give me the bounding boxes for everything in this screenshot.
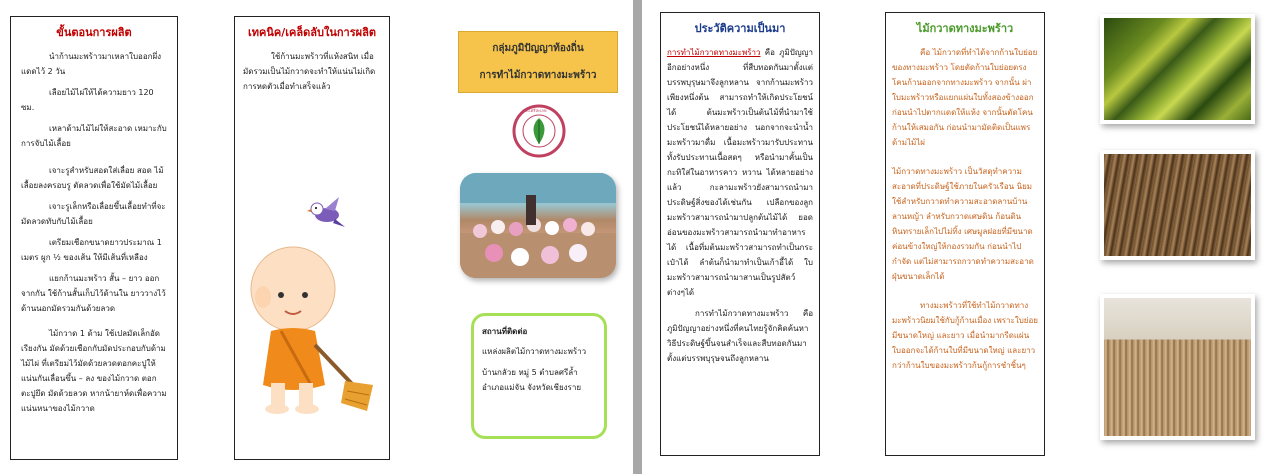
coconut-broom-title: ไม้กวาดทางมะพร้าว: [916, 22, 1014, 35]
panel-techniques: [234, 16, 390, 460]
coconut-broom-paragraph-3: ทางมะพร้าวที่ใช้ทำไม้กวาดทางมะพร้าวนิยมใช้กับกู้ก้านเมื่อง เพราะใบย่อยมีขนาดใหญ่ และยาว เมื่อนำมากรีดแผ่นใบออกจะได้ก้านใบที่มีขนาดใหญ่ และยาวกว่าก้านใบของมะพร้าวก้นกู้การชำชิ้นๆ: [892, 301, 1038, 370]
step-paragraph: เตรียมเชือกขนาดยาวประมาณ 1 เมตร ผูก ½ ของเส้น ให้มีเส้นที่เหลือง: [21, 238, 162, 262]
cover-title-line1: กลุ่มภูมิปัญญาท้องถิ่น: [492, 43, 584, 54]
photo-coconut-leaves: [1100, 14, 1255, 124]
history-text: [661, 37, 819, 366]
panel-coconut-broom: [885, 12, 1045, 456]
cover-title-line2: การทำไม้กวาดทางมะพร้าว: [479, 70, 597, 81]
panel-history: [660, 12, 820, 456]
step-paragraph: นำก้านมะพร้าวมาเหลาใบออกผึ่งแดดไว้ 2 วัน: [21, 52, 162, 76]
coconut-broom-text: [886, 37, 1044, 373]
monk-sweeping-illustration: [241, 235, 381, 421]
history-highlight: การทำไม้กวาดทางมะพร้าว: [667, 48, 761, 57]
step-paragraph: แยกก้านมะพร้าว สั้น – ยาว ออกจากกัน ใช้ก้านสั้นเก็บไว้ด้านใน ยาววางไว้ด้านนอกมัดรวมกันด้วยลวด: [21, 274, 166, 313]
production-steps-text: [11, 41, 177, 416]
panel-production-steps: [10, 16, 178, 460]
logo-text: สพป.ศรีสะเกษ: [522, 108, 547, 113]
cover-title-band: [458, 31, 618, 93]
contact-line1: แหล่งผลิตไม้กวาดทางมะพร้าว: [482, 347, 587, 356]
history-paragraph-rest: คือ ภูมิปัญญาอีกอย่างหนึ่ง ที่สืบทอดกันมาตั้งแต่บรรพบุรุษมาจึงลูกหลาน จากก้านมะพร้าวเพียงหนึ่งต้น สามารถทำให้เกิดประโยชน์ได้ ต้นมะพร้าวเป็นต้นไม้ที่นำมาใช้ประโยชน์ได้หลายอย่าง นอกจากจะนำน้ำมะพร้าวมาดื่ม เนื้อมะพร้าวมารับประทาน ทั้งรับประทานเนื้อสดๆ หรือนำมาคั้นเป็นกะทิใส่ในอาหารคาว หวาน ได้หลายอย่าง แล้ว กะลามะพร้าวยังสามารถนำมาประดิษฐ์สิ่งของได้เช่นกัน เปลือกของลูกมะพร้าวสามารถนำมาปลูกต้นไม้ได้ ยอดอ่อนของมะพร้าวสามารถนำมาทำอาหารได้ เนื้อที่มต้นมะพร้าวสามารถทำเป็นกระเป๋าได้ ลำต้นก็นำมาทำเป็นเก้าอี้ได้ ใบมะพร้าวสามารถนำมาสานเป็นรูปสัตว์ต่างๆได้: [667, 48, 813, 297]
step-paragraph: เหลาด้ามไม้ไผ่ให้สะอาด เหมาะกับการจับไม้เลื้อย: [21, 124, 167, 148]
coconut-broom-paragraph-1: คือ ไม้กวาดที่ทำได้จากก้านใบย่อยของทางมะพร้าว โดยตัดก้านใบย่อยตรงโคนก้านออกจากทางมะพร้าว จากนั้น ผ่าใบมะพร้าวหรือแยกแผ่นใบทั้งสองข้างออก ก่อนนำไปตากแดดให้แห้ง จากนั้นตัดโคนก้านให้เสมอกัน ก่อนนำมามัดติดเป็นแพรด้ามไม้ไผ่: [892, 48, 1038, 147]
school-logo: [512, 104, 566, 158]
techniques-text: ใช้ก้านมะพร้าวที่แห้งสนิท เมื่อมัดรวมเป็นไม้กวาดจะทำให้แน่นไม่เกิดการหดตัวเมื่อทำเสร็จแล้ว: [243, 52, 376, 91]
photo-brooms-hanging: [1100, 294, 1255, 440]
bird-illustration: [305, 193, 349, 233]
step-paragraph: เลือยไม้ไผ่ให้ได้ความยาว 120 ซม.: [21, 88, 154, 112]
techniques-title: เทคนิค/เคล็ดลับในการผลิต: [248, 26, 376, 39]
step-paragraph: เจาะรูสำหรับสอดใส่เลื่อย สอด ไม้เลื้อยลงครอบรู ตัดลวดเพื่อใช้มัดไม้เลื้อย: [21, 166, 164, 190]
coconut-broom-paragraph-2: ไม้กวาดทางมะพร้าว เป็นวัสดุทำความสะอาดที่ประดิษฐ์ใช้ภายในครัวเรือน นิยมใช้สำหรับกวาดทำความสะอาดลานบ้าน ลานหญ้า ลำหรับกวาดเศษดิน ก้อนดิน หินทรายเล็กไปไม่ทิ้ง เศษมูลฝอยที่มีขนาดค่อนข้างใหญ่ให้กองรวมกัน ก่อนนำไปกำจัด แต่ไม่สามารถกวาดทำความสะอาดฝุ่นขนาดเล็กได้: [892, 167, 1034, 281]
cover-photo-classroom: [460, 173, 616, 278]
step-paragraph: เจาะรูเล็กหรือเลื่อยขึ้นเลื้อยทำที่จะมัดลวดทับกับไม้เลื้อย: [21, 202, 166, 226]
contact-box: [471, 313, 607, 439]
contact-line3: อำเภอแม่จัน จังหวัดเชียงราย: [482, 383, 582, 392]
contact-title: สถานที่ติดต่อ: [482, 327, 528, 336]
contact-line2: บ้านกลัวย หมู่ 5 ตำบลศรีล้ำ: [482, 368, 578, 377]
history-paragraph: [667, 45, 813, 300]
history-title: ประวัติความเป็นมา: [694, 22, 786, 35]
production-steps-title: ขั้นตอนการผลิต: [56, 26, 132, 39]
photo-broom-bundles: [1100, 150, 1255, 260]
history-paragraph-2: การทำไม้กวาดทางมะพร้าว คือภูมิปัญญาอย่างหนึ่งที่คนไทยรู้จักคิดค้นหาวิธีประดิษฐ์ขึ้นจนสำเร็จและสืบทอดกันมาตั้งแต่บรรพบุรุษจนถึงลูกหลาน: [667, 309, 813, 363]
page-divider: [633, 0, 642, 474]
step-paragraph: ไม้กวาด 1 ด้าม ใช้เปลมัดเล็กอัดเรียงกัน มัดด้วยเชือกกับมัดประกอบกับด้ามไม้ไผ่ ที่เตรียมไว้มัดด้วยลวดตอกคะปูให้แน่นกันเลื่อนขึ้น – ลง ของไม้กวาด ตอกตะปูยึด มัดด้วยลวด หากน้ายาห์ดเพื่อความแน่นหนาของไม้กวาด: [21, 329, 167, 413]
